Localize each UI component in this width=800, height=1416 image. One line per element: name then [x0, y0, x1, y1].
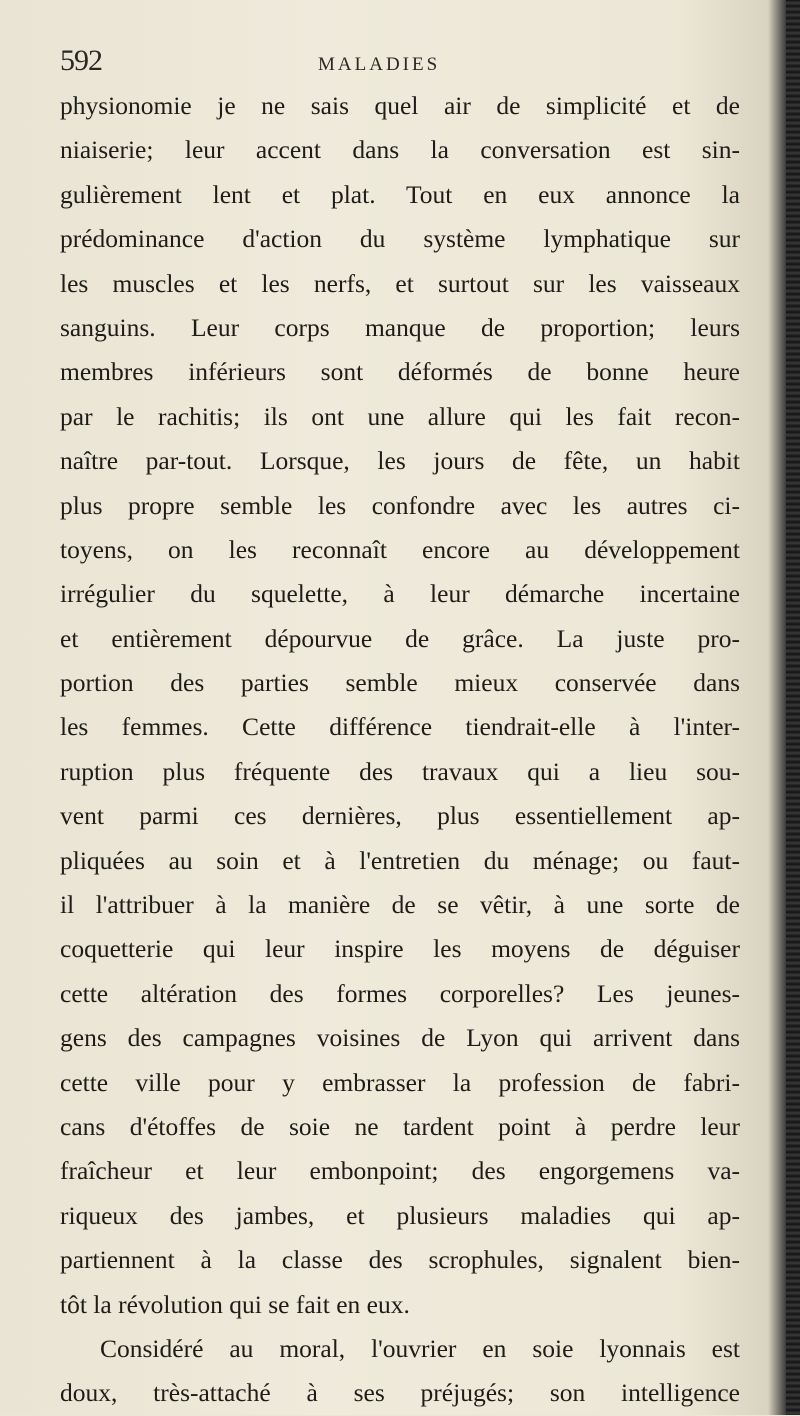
text-line: ruption plus fréquente des travaux qui a lieu sou-	[60, 756, 740, 786]
page-number: 592	[60, 44, 102, 77]
text-line: prédominance d'action du système lymphatique sur	[60, 224, 740, 254]
text-line: cans d'étoffes de soie ne tardent point à perdre leur	[60, 1111, 740, 1141]
text-line: niaiserie; leur accent dans la conversation est sin-	[60, 135, 740, 165]
page-header	[60, 44, 700, 84]
text-line: les femmes. Cette différence tiendrait-elle à l'inter-	[60, 712, 740, 742]
text-line: gens des campagnes voisines de Lyon qui arrivent dans	[60, 1023, 740, 1053]
text-line: les muscles et les nerfs, et surtout sur les vaisseaux	[60, 268, 740, 298]
text-line: sanguins. Leur corps manque de proportion; leurs	[60, 312, 740, 342]
text-line: cette ville pour y embrasser la profession de fabri-	[60, 1067, 740, 1097]
text-line: physionomie je ne sais quel air de simplicité et de	[60, 91, 740, 120]
text-line: portion des parties semble mieux conservée dans	[60, 668, 740, 698]
text-line: toyens, on les reconnaît encore au développement	[60, 534, 740, 564]
text-line: coquetterie qui leur inspire les moyens de déguiser	[60, 934, 740, 964]
text-line: doux, très-attaché à ses préjugés; son intelligence	[60, 1378, 740, 1408]
page-edge-shadow	[786, 0, 800, 1415]
text-line: riqueux des jambes, et plusieurs maladies qui ap-	[60, 1200, 740, 1230]
text-line: Considéré au moral, l'ouvrier en soie lyonnais est	[100, 1333, 740, 1363]
text-line: pliquées au soin et à l'entretien du ménage; ou faut-	[60, 845, 740, 875]
body-text	[60, 84, 740, 1416]
text-line: il l'attribuer à la manière de se vêtir, à une sorte de	[60, 890, 740, 920]
text-line: irrégulier du squelette, à leur démarche incertaine	[60, 579, 740, 609]
text-line: fraîcheur et leur embonpoint; des engorgemens va-	[60, 1156, 740, 1186]
text-line: et entièrement dépourvue de grâce. La juste pro-	[60, 623, 740, 653]
text-line: partiennent à la classe des scrophules, signalent bien-	[60, 1245, 740, 1275]
text-line: naître par-tout. Lorsque, les jours de fête, un habit	[60, 446, 740, 476]
text-line: vent parmi ces dernières, plus essentiellement ap-	[60, 801, 740, 831]
text-line: cette altération des formes corporelles? Les jeunes-	[60, 978, 740, 1008]
text-line: tôt la révolution qui se fait en eux.	[60, 1289, 410, 1319]
running-head: MALADIES	[318, 54, 441, 75]
text-line: plus propre semble les confondre avec les autres ci-	[60, 490, 740, 520]
text-line: par le rachitis; ils ont une allure qui les fait recon-	[60, 401, 740, 431]
text-line: gulièrement lent et plat. Tout en eux annonce la	[60, 179, 740, 209]
text-line: membres inférieurs sont déformés de bonne heure	[60, 357, 740, 387]
